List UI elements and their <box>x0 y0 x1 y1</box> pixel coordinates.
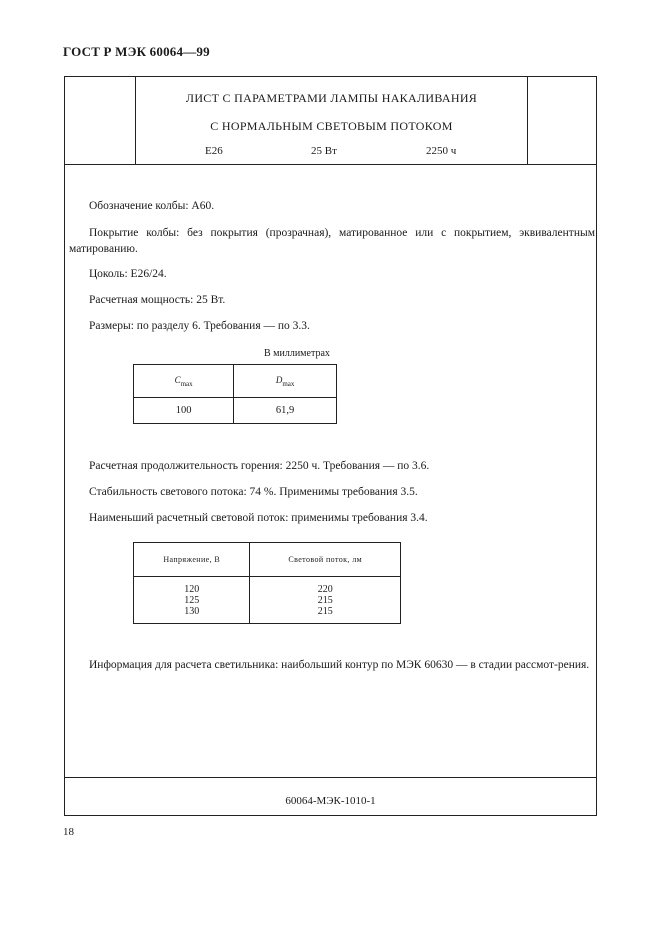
voltage-header: Напряжение, В <box>134 543 250 577</box>
lamp-base: E26 <box>205 145 223 157</box>
voltage-value: 130 <box>184 605 200 617</box>
bulb-designation: Обозначение колбы: А60. <box>89 200 215 212</box>
bulb-coating: Покрытие колбы: без покрытия (прозрачная), матированное или с покрытием, эквивалентным матированию. <box>69 227 595 255</box>
sheet-footer <box>65 777 596 816</box>
flux-value: 215 <box>317 605 333 617</box>
rated-life: Расчетная продолжительность горения: 2250 ч. Требования — по 3.6. <box>89 460 430 472</box>
page-number: 18 <box>63 826 74 838</box>
standard-header: ГОСТ Р МЭК 60064—99 <box>63 44 210 59</box>
sheet-title-line2: С НОРМАЛЬНЫМ СВЕТОВЫМ ПОТОКОМ <box>210 119 453 133</box>
sheet-code: 60064-МЭК-1010-1 <box>285 795 376 807</box>
voltage-value: 125 <box>184 594 200 606</box>
col-d-max: $D_{max}$ <box>234 365 337 398</box>
col-c-max: $C_{max}$ <box>134 365 234 398</box>
flux-stability: Стабильность светового потока: 74 %. Применимы требования 3.5. <box>89 486 418 498</box>
flux-values <box>250 577 401 624</box>
voltage-values <box>134 577 250 624</box>
flux-value: 220 <box>317 583 333 595</box>
units-note: В миллиметрах <box>264 348 330 359</box>
dimensions-table <box>133 364 337 424</box>
luminaire-info: Информация для расчета светильника: наибольший контур по МЭК 60630 — в стадии рассмот-рения. <box>89 659 590 671</box>
sheet-title-line1: ЛИСТ С ПАРАМЕТРАМИ ЛАМПЫ НАКАЛИВАНИЯ <box>185 91 478 105</box>
dimensions: Размеры: по разделу 6. Требования — по 3.3. <box>89 320 310 332</box>
data-sheet-frame <box>64 76 597 816</box>
voltage-value: 120 <box>184 583 200 595</box>
c-max-value: 100 <box>134 398 234 424</box>
cap-type: Цоколь: E26/24. <box>89 268 167 280</box>
sheet-header-row <box>65 77 596 165</box>
rated-power: Расчетная мощность: 25 Вт. <box>89 294 226 306</box>
sheet-header-center <box>135 77 528 164</box>
flux-header: Световой поток, лм <box>250 543 401 577</box>
min-flux: Наименьший расчетный световой поток: применимы требования 3.4. <box>89 512 428 524</box>
lamp-power: 25 Вт <box>311 145 337 157</box>
lamp-life: 2250 ч <box>426 145 457 157</box>
d-max-value: 61,9 <box>234 398 337 424</box>
flux-value: 215 <box>317 594 333 606</box>
flux-table <box>133 542 401 624</box>
